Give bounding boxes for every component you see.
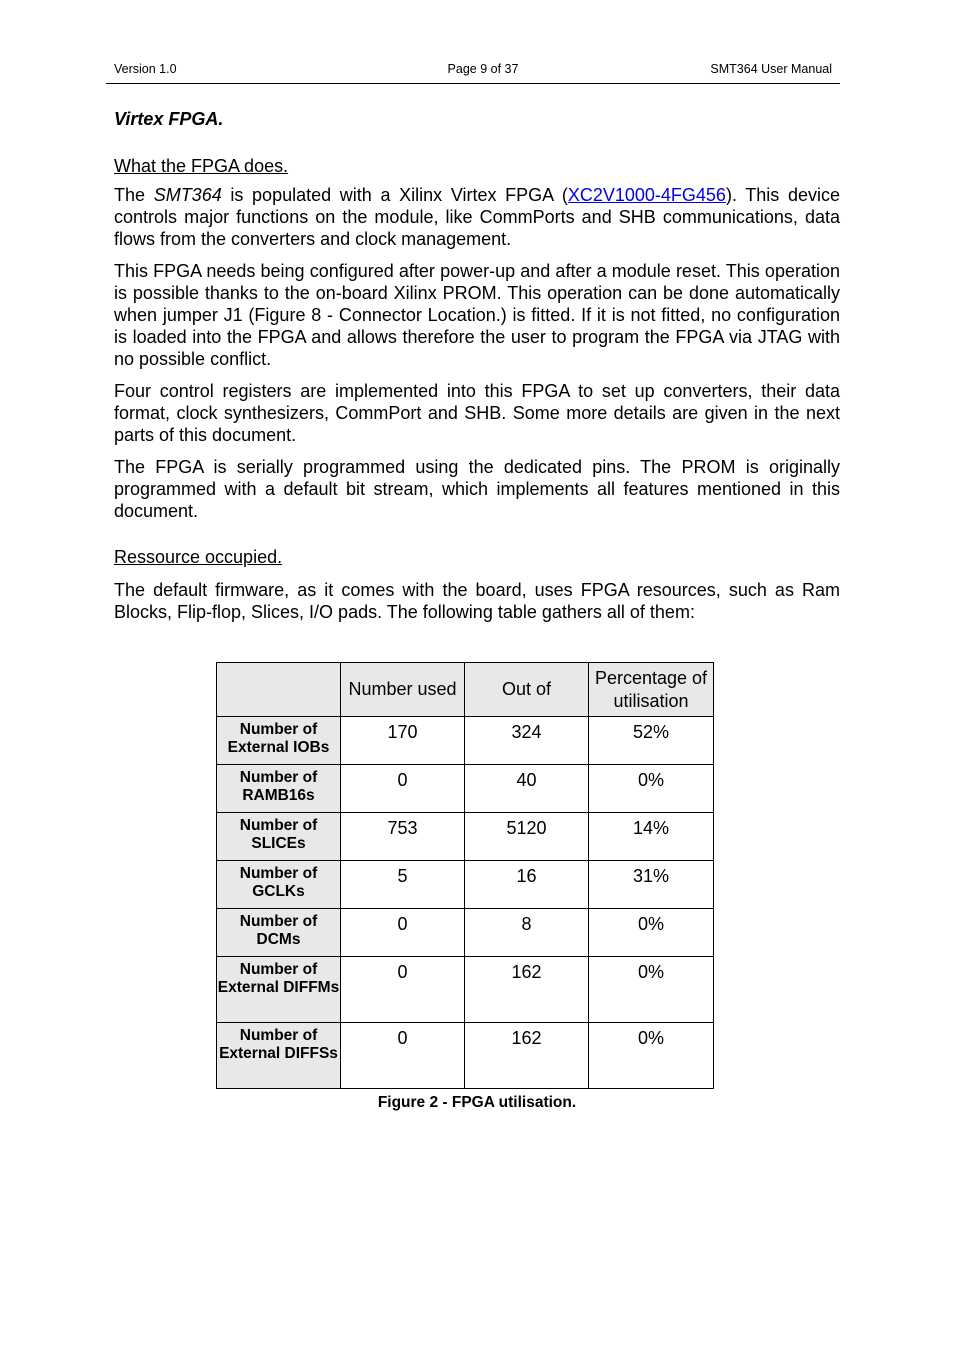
figure-caption: Figure 2 - FPGA utilisation. bbox=[377, 1094, 577, 1111]
page-header bbox=[114, 62, 832, 80]
cell-out-of: 40 bbox=[465, 765, 589, 813]
row-label: Number of SLICEs bbox=[217, 813, 341, 861]
cell-out-of: 16 bbox=[465, 861, 589, 909]
cell-out-of: 5120 bbox=[465, 813, 589, 861]
row-label: Number of External DIFFSs bbox=[217, 1023, 341, 1089]
row-label: Number of GCLKs bbox=[217, 861, 341, 909]
paragraph-programming: The FPGA is serially programmed using the dedicated pins. The PROM is originally programmed with a default bit stream, which implements all features mentioned in this document. bbox=[114, 457, 840, 521]
row-label: Number of RAMB16s bbox=[217, 765, 341, 813]
cell-percentage: 14% bbox=[589, 813, 714, 861]
table-row bbox=[217, 909, 714, 957]
paragraph-resources: The default firmware, as it comes with the board, uses FPGA resources, such as Ram Blocks, Flip-flop, Slices, I/O pads. The following table gathers all of them: bbox=[114, 580, 840, 622]
header-page-number: Page 9 of 37 bbox=[447, 62, 519, 76]
header-manual-title: SMT364 User Manual bbox=[710, 62, 832, 76]
cell-used: 0 bbox=[341, 909, 465, 957]
cell-out-of: 324 bbox=[465, 717, 589, 765]
paragraph-fpga-intro: The SMT364 is populated with a Xilinx Virtex FPGA (XC2V1000-4FG456). This device controls major functions on the module, like CommPorts and SHB communications, data flows from the converters and clock management. bbox=[114, 185, 840, 249]
cell-percentage: 52% bbox=[589, 717, 714, 765]
header-out-of: Out of bbox=[465, 663, 589, 717]
fpga-utilisation-table bbox=[216, 662, 714, 1089]
cell-out-of: 162 bbox=[465, 957, 589, 1023]
cell-percentage: 0% bbox=[589, 1023, 714, 1089]
cell-used: 0 bbox=[341, 765, 465, 813]
cell-used: 753 bbox=[341, 813, 465, 861]
cell-used: 5 bbox=[341, 861, 465, 909]
row-label: Number of External DIFFMs bbox=[217, 957, 341, 1023]
subheading-resources: Ressource occupied. bbox=[114, 547, 283, 567]
cell-out-of: 8 bbox=[465, 909, 589, 957]
header-divider bbox=[106, 83, 840, 84]
cell-used: 170 bbox=[341, 717, 465, 765]
row-label: Number of External IOBs bbox=[217, 717, 341, 765]
header-version: Version 1.0 bbox=[114, 62, 177, 76]
header-number-used: Number used bbox=[341, 663, 465, 717]
table-row bbox=[217, 717, 714, 765]
table-row bbox=[217, 861, 714, 909]
header-percentage: Percentage of utilisation bbox=[589, 663, 714, 717]
header-empty-cell bbox=[217, 663, 341, 717]
paragraph-configuration: This FPGA needs being configured after power-up and after a module reset. This operation is possible thanks to the on-board Xilinx PROM. This operation can be done automatically when jumper J1 (Figure 8 - Connector Location.) is fitted. If it is not fitted, no configuration is loaded into the FPGA and allows therefore the user to program the FPGA via JTAG with no possible conflict. bbox=[114, 261, 840, 369]
cell-percentage: 0% bbox=[589, 957, 714, 1023]
table-header-row bbox=[217, 663, 714, 717]
table-row bbox=[217, 813, 714, 861]
fpga-part-link[interactable]: XC2V1000-4FG456 bbox=[567, 185, 726, 205]
table-row bbox=[217, 765, 714, 813]
page-content bbox=[114, 106, 840, 623]
section-title: Virtex FPGA. bbox=[114, 109, 224, 129]
cell-used: 0 bbox=[341, 1023, 465, 1089]
product-name: SMT364 bbox=[153, 185, 222, 205]
table-row bbox=[217, 957, 714, 1023]
subheading-what-fpga-does: What the FPGA does. bbox=[114, 156, 289, 176]
table-row bbox=[217, 1023, 714, 1089]
cell-percentage: 0% bbox=[589, 909, 714, 957]
cell-percentage: 31% bbox=[589, 861, 714, 909]
cell-used: 0 bbox=[341, 957, 465, 1023]
cell-percentage: 0% bbox=[589, 765, 714, 813]
row-label: Number of DCMs bbox=[217, 909, 341, 957]
paragraph-control-registers: Four control registers are implemented into this FPGA to set up converters, their data format, clock synthesizers, CommPort and SHB. Some more details are given in the next parts of this document. bbox=[114, 381, 840, 445]
cell-out-of: 162 bbox=[465, 1023, 589, 1089]
